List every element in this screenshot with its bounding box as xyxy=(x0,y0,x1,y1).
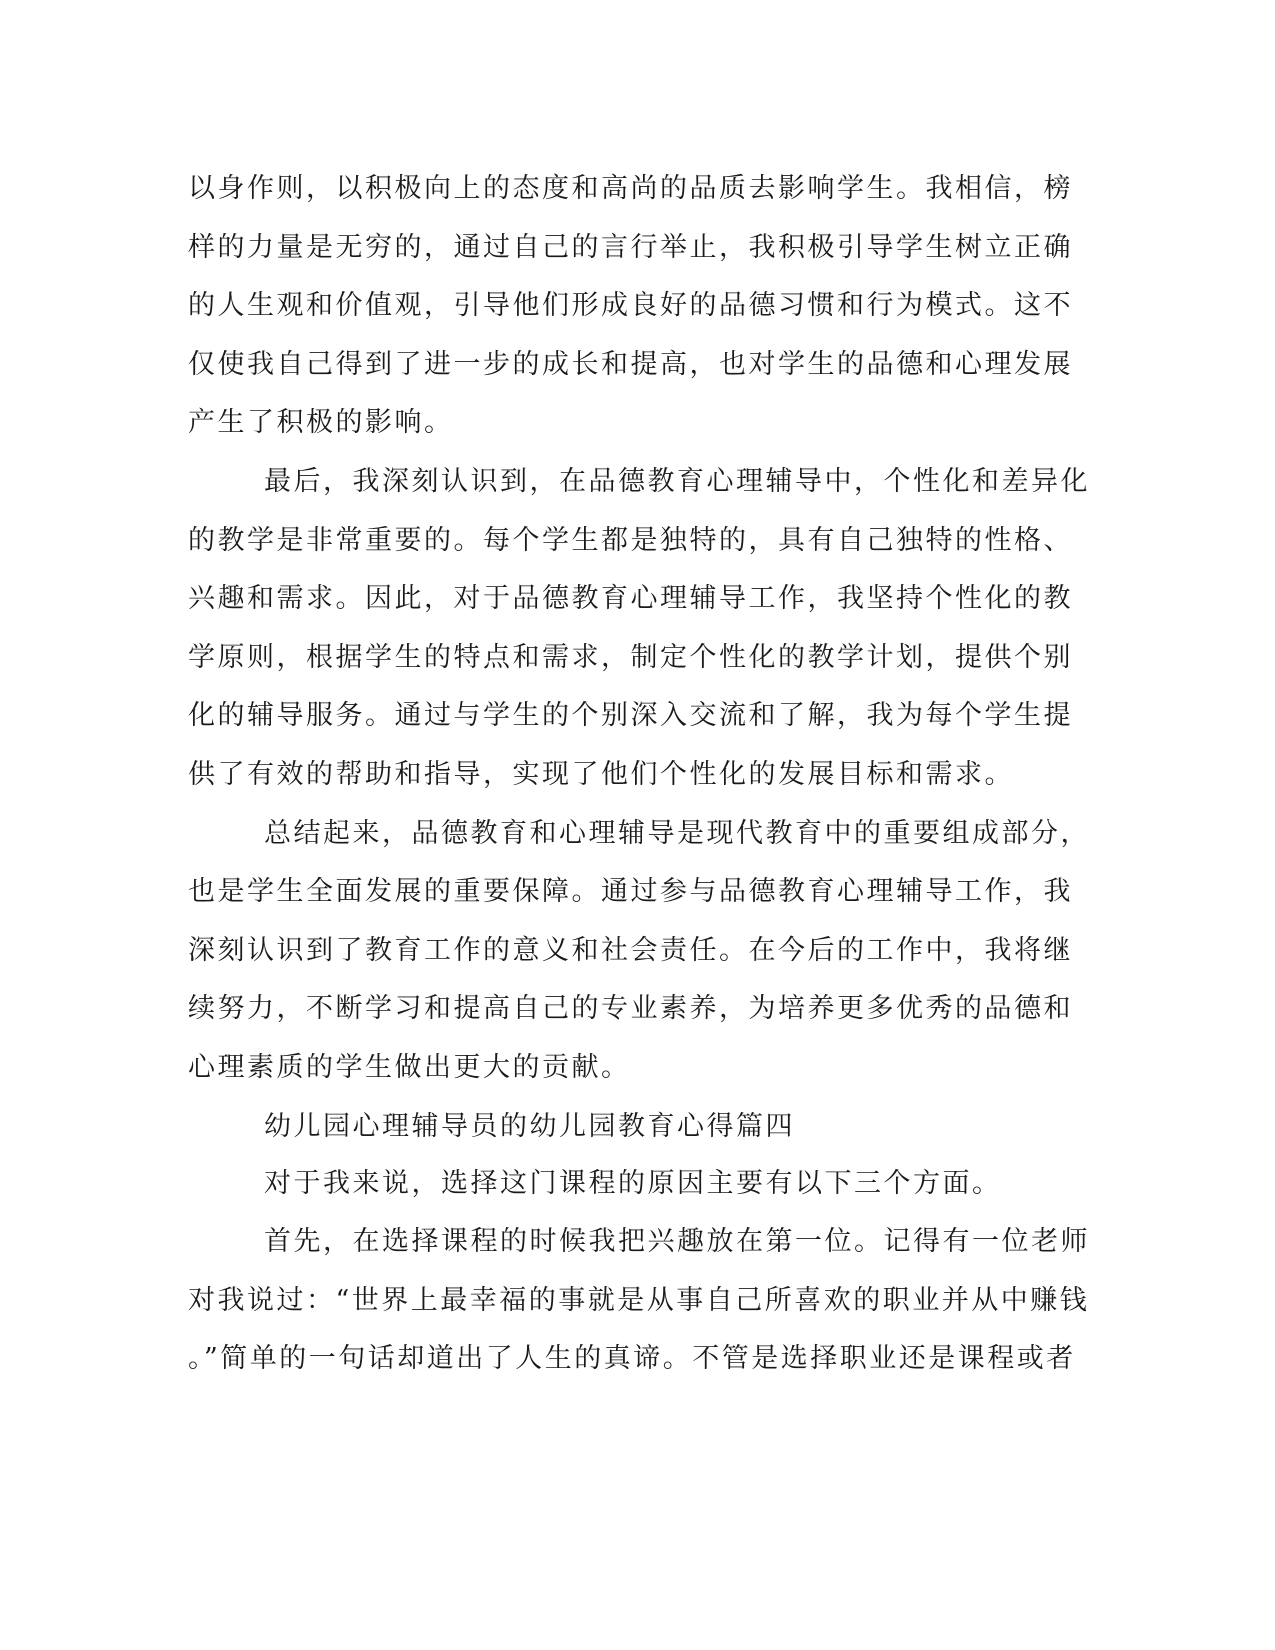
paragraph-line: 深刻认识到了教育工作的意义和社会责任。在今后的工作中，我将继 xyxy=(188,934,1073,966)
document-body xyxy=(188,160,1090,1389)
paragraph-line: 心理素质的学生做出更大的贡献。 xyxy=(188,1051,631,1083)
paragraph-1 xyxy=(188,160,1073,453)
paragraph-line: 续努力，不断学习和提高自己的专业素养，为培养更多优秀的品德和 xyxy=(188,993,1073,1025)
paragraph-line: 对于我来说，选择这门课程的原因主要有以下三个方面。 xyxy=(264,1167,1002,1199)
paragraph-5 xyxy=(188,1155,1068,1214)
paragraph-line: 首先，在选择课程的时候我把兴趣放在第一位。记得有一位老师 xyxy=(264,1226,1090,1258)
paragraph-line: 总结起来，品德教育和心理辅导是现代教育中的重要组成部分， xyxy=(264,817,1090,849)
paragraph-line: 以身作则，以积极向上的态度和高尚的品质去影响学生。我相信，榜 xyxy=(188,173,1073,204)
paragraph-6 xyxy=(188,1213,1090,1389)
paragraph-2 xyxy=(188,453,1090,805)
paragraph-line: 仅使我自己得到了进一步的成长和提高，也对学生的品德和心理发展 xyxy=(188,348,1073,380)
section-heading xyxy=(188,1098,1068,1155)
paragraph-3 xyxy=(188,805,1090,1098)
paragraph-line: 也是学生全面发展的重要保障。通过参与品德教育心理辅导工作，我 xyxy=(188,876,1073,908)
heading-line: 幼儿园心理辅导员的幼儿园教育心得篇四 xyxy=(264,1110,795,1142)
paragraph-line: 的教学是非常重要的。每个学生都是独特的，具有自己独特的性格、 xyxy=(188,524,1073,556)
paragraph-line: 化的辅导服务。通过与学生的个别深入交流和了解，我为每个学生提 xyxy=(188,700,1073,732)
paragraph-line: 样的力量是无穷的，通过自己的言行举止，我积极引导学生树立正确 xyxy=(188,231,1073,263)
paragraph-line: 对我说过：“世界上最幸福的事就是从事自己所喜欢的职业并从中赚钱 xyxy=(188,1284,1090,1316)
paragraph-line: 供了有效的帮助和指导，实现了他们个性化的发展目标和需求。 xyxy=(188,758,1014,790)
paragraph-line: 最后，我深刻认识到，在品德教育心理辅导中，个性化和差异化 xyxy=(264,465,1090,497)
paragraph-line: 。”简单的一句话却道出了人生的真谛。不管是选择职业还是课程或者 xyxy=(188,1343,1076,1375)
paragraph-line: 的人生观和价值观，引导他们形成良好的品德习惯和行为模式。这不 xyxy=(188,290,1073,322)
paragraph-line: 产生了积极的影响。 xyxy=(188,407,454,439)
paragraph-line: 兴趣和需求。因此，对于品德教育心理辅导工作，我坚持个性化的教 xyxy=(188,583,1073,615)
paragraph-line: 学原则，根据学生的特点和需求，制定个性化的教学计划，提供个别 xyxy=(188,641,1073,673)
